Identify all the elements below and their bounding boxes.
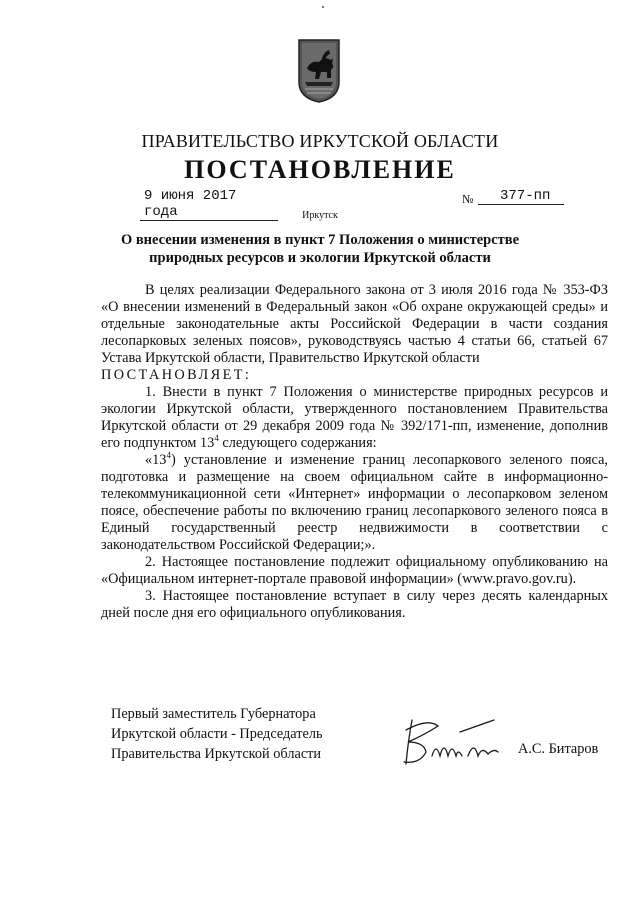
quoted-subitem-text: ) установление и изменение границ лесопаркового зеленого пояса, подготовка и размещение на своем официальном сайте в информационно-телекоммуникационной сети «Интернет» информации о лесопарковом зеленом поясе, обеспечение работы по включению границ лесопаркового зеленого пояса в Единый государственный реестр недвижимости в соответствии с законодательством Российской Федерации;». <box>101 452 608 553</box>
item-1-superscript: 4 <box>214 433 219 444</box>
scan-dot <box>322 6 324 8</box>
document-number: 377-пп <box>478 188 564 205</box>
quoted-subitem-number: «13 <box>145 452 167 468</box>
document-title: О внесении изменения в пункт 7 Положения о министерстве природных ресурсов и экологии Иркутской области <box>120 232 520 266</box>
quoted-subitem-paragraph <box>101 452 608 554</box>
irkutsk-coat-of-arms-icon <box>297 38 341 104</box>
signer-position <box>111 704 371 764</box>
item-1-tail: следующего содержания: <box>218 435 377 451</box>
signer-line-1: Первый заместитель Губернатора <box>111 706 316 722</box>
item-1-paragraph <box>101 384 608 452</box>
handwritten-signature-icon <box>398 712 508 772</box>
signer-name: А.С. Битаров <box>518 741 599 757</box>
item-3-paragraph: 3. Настоящее постановление вступает в силу через десять календарных дней после дня его официального опубликования. <box>101 588 608 621</box>
signer-line-3: Правительства Иркутской области <box>111 746 322 762</box>
preamble-paragraph: В целях реализации Федерального закона от 3 июля 2016 года № 353-ФЗ «О внесении изменений в Федеральный закон «Об охране окружающей среды» и отдельные законодательные акты Российской Федерации в части создания лесопарковых зеленых поясов», руководствуясь частью 4 статьи 66, статьей 67 Устава Иркутской области, Правительство Иркутской области <box>101 282 608 366</box>
government-name: ПРАВИТЕЛЬСТВО ИРКУТСКОЙ ОБЛАСТИ <box>141 131 499 151</box>
number-sign: № <box>462 192 474 206</box>
item-1-text: 1. Внести в пункт 7 Положения о министерстве природных ресурсов и экологии Иркутской области, утвержденного постановлением Правительства Иркутской области от 29 декабря 2009 года № 392/171-пп, изменение, дополнив его подпунктом 13 <box>101 384 608 451</box>
city-name: Иркутск <box>302 210 338 221</box>
item-2-paragraph: 2. Настоящее постановление подлежит официальному опубликованию на «Официальном интернет-портале правовой информации» (www.pravo.gov.ru). <box>101 554 608 587</box>
decree-word: ПОСТАНОВЛЯЕТ: <box>101 367 252 383</box>
document-type: ПОСТАНОВЛЕНИЕ <box>184 155 456 184</box>
document-date: 9 июня 2017 года <box>140 188 278 221</box>
signer-line-2: Иркутской области - Председатель <box>111 726 323 742</box>
document-body <box>101 282 608 622</box>
quoted-subitem-superscript: 4 <box>166 450 171 461</box>
